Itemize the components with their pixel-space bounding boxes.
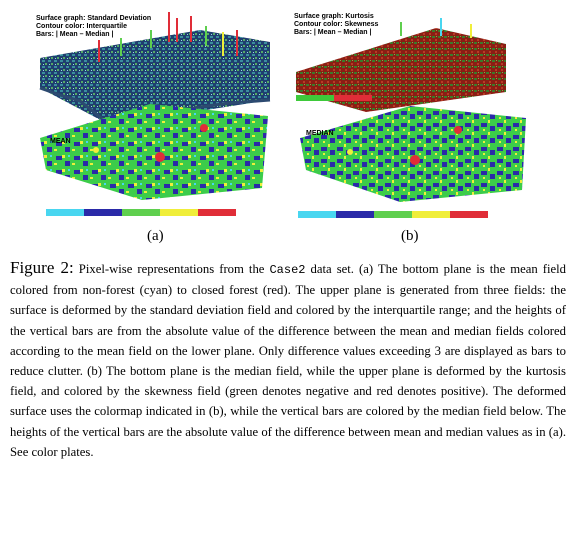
panel-b-colorbar bbox=[298, 211, 488, 218]
figure-caption bbox=[10, 258, 566, 462]
panel-a bbox=[36, 12, 270, 216]
panel-a-legend-line-1: Surface graph: Standard Deviation bbox=[36, 15, 152, 22]
panel-a-lower-plane bbox=[40, 104, 268, 200]
panel-b-legend-line-3: Bars: | Mean – Median | bbox=[294, 29, 372, 36]
caption-text-part-2: data set. (a) The bottom plane is the mean field colored from non-forest (cyan) to closed forest (red). The upper plane is generated from three fields: the surface is deformed by the standard deviation field and colored by the interquartile range; and the heights of the vertical bars are from the absolute value of the difference between the mean and median fields colored according to the mean field on the lower plane. Only difference values exceeding 3 are displayed as bars to reduce clutter. (b) The bottom plane is the median field, while the upper plane is deformed by the kurtosis field, and colored by the skewness field (green denotes negative and red denotes positive). The deformed surface uses the colormap indicated in (b), while the vertical bars are colored by the median field below. The heights of the vertical bars are the absolute value of the difference between mean and median values as in (a). See color plates. bbox=[10, 262, 567, 459]
panel-b-lower-plane bbox=[300, 106, 526, 202]
figure-2-image bbox=[0, 0, 575, 255]
caption-text-part-1: Pixel-wise representations from the bbox=[73, 262, 270, 276]
caption-dataset-name: Case2 bbox=[269, 263, 306, 277]
panel-b-legend-line-2: Contour color: Skewness bbox=[294, 21, 379, 28]
caption-figure-label: Figure 2: bbox=[10, 258, 74, 277]
panel-a-colorbar bbox=[46, 209, 236, 216]
panel-b bbox=[294, 13, 526, 218]
panel-a-legend-line-2: Contour color: Interquartile bbox=[36, 23, 127, 30]
subfigure-label-a: (a) bbox=[147, 228, 164, 244]
panel-b-skew-colorbar bbox=[296, 95, 372, 101]
panel-a-plane-label: MEAN bbox=[50, 138, 71, 145]
panel-a-legend-line-3: Bars: | Mean – Median | bbox=[36, 31, 114, 38]
panel-b-plane-label: MEDIAN bbox=[306, 130, 334, 137]
subfigure-label-b: (b) bbox=[401, 228, 419, 244]
panel-a-legend bbox=[36, 15, 151, 38]
panel-b-legend bbox=[294, 13, 379, 36]
panel-b-legend-line-1: Surface graph: Kurtosis bbox=[294, 13, 374, 20]
